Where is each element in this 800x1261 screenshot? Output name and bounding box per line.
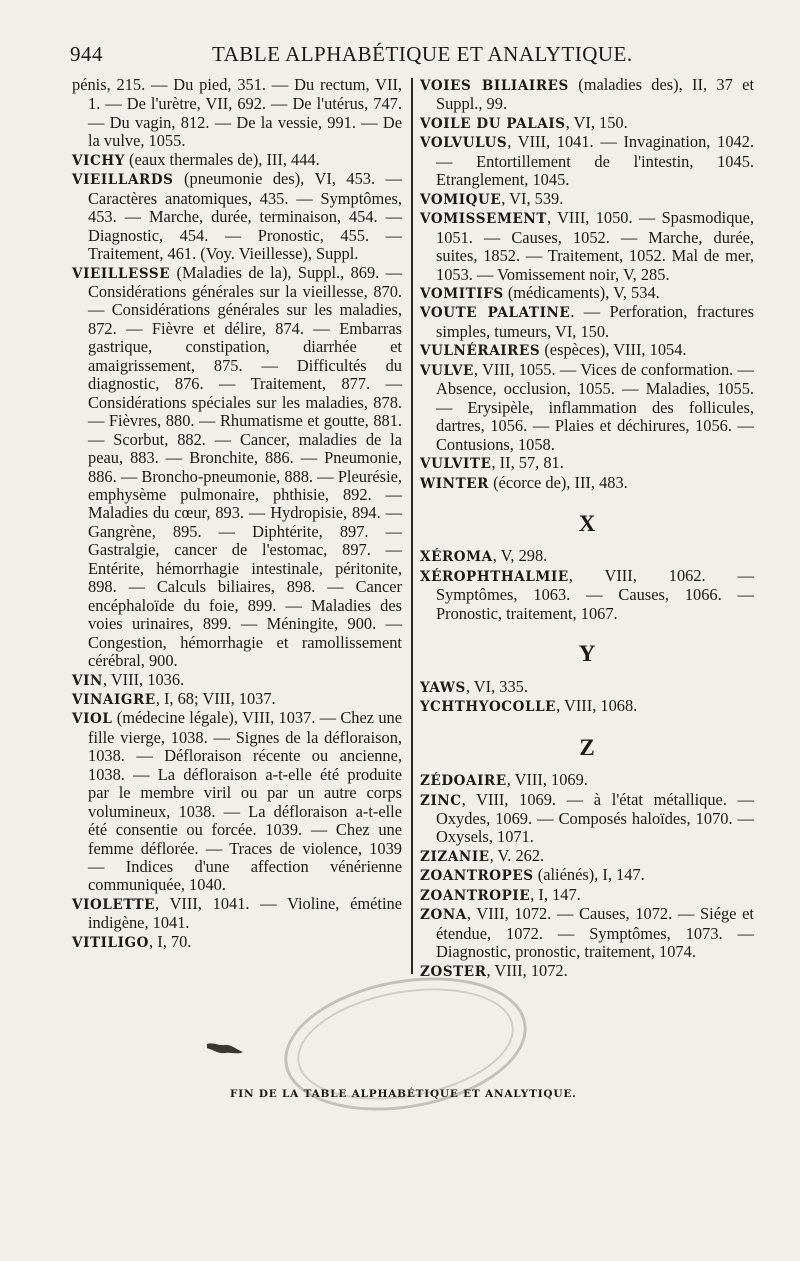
entry-headword: VOILE DU PALAIS	[420, 115, 566, 132]
index-entry	[420, 866, 754, 885]
entry-text: , VIII, 1050. — Spasmodique, 1051. — Causes, 1052. — Marche, durée, suites, 1852. — Traitement, 1052. Mal de mer, 1053. — Vomissement noir, V, 285.	[436, 208, 754, 284]
index-entry	[420, 791, 754, 847]
entry-text: (écorce de), III, 483.	[488, 472, 628, 492]
entry-headword: VIOLETTE	[72, 896, 156, 913]
index-entry	[72, 671, 402, 690]
entry-text: . — Perforation, fractures simples, tumeurs, VI, 150.	[436, 302, 754, 341]
entry-headword: XÉROMA	[420, 549, 493, 566]
column-divider	[411, 78, 413, 974]
entry-text: , VIII, 1055. — Vices de conformation. — Absence, occlusion, 1055. — Maladies, 1055. — Erysipèle, inflammation des follicules, dartres, 1056. — Plaies et déchirures, 1056. — Contusions, 1058.	[436, 359, 754, 454]
entry-headword: VOUTE PALATINE	[420, 305, 571, 322]
index-entry	[420, 114, 754, 133]
entry-text: (médecine légale), VIII, 1037. — Chez une fille vierge, 1038. — Signes de la défloraison, 1038. — Défloraison récente ou ancienne, 1038. — La défloraison a-t-elle été produite par le membre viril ou par un autre corps volumineux, 1038. — La défloraison a-t-elle été consentie ou forcée. 1039. — Chez une femme déflorée. — Traces de violence, 1039 — Indices d'une affection vénérienne communiquée, 1040.	[88, 708, 402, 895]
entry-headword: VITILIGO	[72, 934, 150, 951]
index-entry	[420, 454, 754, 473]
entry-text: , V. 262.	[489, 845, 545, 865]
running-title: TABLE ALPHABÉTIQUE ET ANALYTIQUE.	[212, 42, 633, 66]
index-entry	[72, 170, 402, 263]
entry-headword: VICHY	[72, 152, 125, 169]
page-header	[70, 42, 760, 68]
index-entry	[420, 697, 754, 716]
index-entry	[420, 771, 754, 790]
entry-headword: WINTER	[420, 475, 489, 492]
entry-headword: ZINC	[420, 792, 462, 809]
left-column	[72, 76, 402, 952]
entry-headword: ZOANTROPIE	[420, 887, 531, 904]
entry-text: (aliénés), I, 147.	[533, 865, 645, 885]
ink-blot-icon	[205, 1040, 245, 1058]
entry-text: (pneumonie des), VI, 453. — Caractères anatomiques, 435. — Symptômes, 453. — Marche, durée, terminaison, 454. — Diagnostic, 454. — Pronostic, 455. — Traitement, 461. (Voy. Vieillesse), Suppl.	[88, 169, 402, 264]
entry-text: , VI, 335.	[465, 676, 528, 696]
entry-headword: VINAIGRE	[72, 691, 156, 708]
entry-headword: VOLVULUS	[420, 135, 508, 152]
entry-headword: VOIES BILIAIRES	[420, 78, 569, 94]
entry-text: , V, 298.	[492, 546, 548, 566]
index-entry	[72, 933, 402, 952]
entry-headword: ZIZANIE	[420, 848, 490, 865]
index-entry	[420, 678, 754, 697]
entry-headword: VULNÉRAIRES	[420, 343, 541, 360]
entry-text: , VIII, 1036.	[102, 669, 185, 689]
index-entry	[72, 76, 402, 151]
entry-headword: ZOANTROPES	[420, 868, 534, 885]
entry-headword: ZOSTER	[420, 963, 487, 980]
entry-headword: VIOL	[72, 711, 113, 728]
entry-headword: YCHTHYOCOLLE	[420, 699, 557, 716]
index-entry	[420, 284, 754, 303]
entry-text: , VIII, 1041. — Invagination, 1042. — Entortillement de l'intestin, 1045. Etranglement, 1045.	[436, 132, 754, 190]
index-entry	[420, 962, 754, 981]
entry-headword: ZÉDOAIRE	[420, 773, 507, 790]
index-entry	[420, 341, 754, 360]
index-entry	[420, 303, 754, 341]
entry-text: , VIII, 1072.	[486, 960, 568, 980]
section-letter-z: Z	[579, 734, 595, 760]
entry-headword: VIN	[72, 672, 103, 689]
entry-text: , I, 68; VIII, 1037.	[155, 688, 276, 708]
entry-text: , II, 57, 81.	[491, 453, 564, 473]
index-entry	[72, 690, 402, 709]
entry-text: , VIII, 1072. — Causes, 1072. — Siége et étendue, 1072. — Symptômes, 1073. — Diagnostic, pronostic, traitement, 1074.	[436, 904, 754, 962]
entry-headword: VULVE	[420, 362, 474, 379]
right-column	[420, 76, 754, 981]
entry-text: , VIII, 1069.	[506, 770, 588, 790]
index-entry	[420, 847, 754, 866]
entry-text: (Maladies de la), Suppl., 869. — Considérations générales sur la vieillesse, 870. — Considérations générales sur les maladies, 872. — Fièvre et délire, 874. — Embarras gastrique, constipation, diarrhée et amaigrissement, 875. — Difficultés du diagnostic, 876. — Traitement, 877. — Considérations spéciales sur les maladies, 878. — Fièvres, 880. — Rhumatisme et goutte, 881. — Scorbut, 882. — Cancer, maladies de la peau, 883. — Bronchite, 886. — Pneumonie, 886. — Broncho-pneumonie, 888. — Pleurésie, emphysème pulmonaire, phthisie, 892. — Maladies du cœur, 893. — Hydropisie, 894. — Gangrène, 895. — Diphtérite, 897. — Gastralgie, cancer de l'estomac, 897. — Entérite, hémorrhagie intestinale, péritonite, 898. — Calculs biliaires, 898. — Cancer encéphaloïde du foie, 899. — Maladies des voies urinaires, 899. — Méningite, 900. — Congestion, hémorrhagie et ramollissement cérébral, 900.	[88, 262, 402, 671]
index-entry	[420, 361, 754, 454]
entry-text: pénis, 215. — Du pied, 351. — Du rectum, VII, 1. — De l'urètre, VII, 692. — De l'utérus, 747. — Du vagin, 812. — De la vessie, 991. — De la vulve, 1055.	[72, 75, 402, 151]
end-of-table-note: FIN DE LA TABLE ALPHABÉTIQUE ET ANALYTIQUE.	[230, 1088, 577, 1100]
entry-headword: VULVITE	[420, 456, 492, 473]
index-entry	[420, 886, 754, 905]
section-letter-x: X	[578, 510, 596, 536]
entry-headword: YAWS	[420, 679, 466, 696]
entry-headword: VIEILLARDS	[72, 172, 174, 189]
index-entry	[420, 567, 754, 623]
entry-text: (espèces), VIII, 1054.	[540, 340, 687, 360]
entry-text: , VIII, 1041. — Violine, émétine indigène, 1041.	[88, 893, 402, 933]
index-entry	[420, 547, 754, 566]
index-entry	[72, 264, 402, 671]
entry-text: , VI, 150.	[565, 112, 628, 132]
entry-headword: VIEILLESSE	[72, 265, 171, 282]
index-entry	[420, 209, 754, 284]
entry-text: , I, 147.	[530, 884, 581, 904]
index-entry	[420, 190, 754, 209]
index-entry	[72, 151, 402, 170]
entry-text: , I, 70.	[149, 931, 192, 951]
index-entry	[420, 905, 754, 961]
entry-headword: VOMISSEMENT	[420, 211, 547, 228]
index-entry	[420, 474, 754, 493]
entry-text: , VIII, 1068.	[556, 696, 638, 716]
entry-text: , VIII, 1069. — à l'état métallique. — Oxydes, 1069. — Composés haloïdes, 1070. — Oxysels, 1071.	[436, 789, 754, 847]
entry-headword: VOMITIFS	[420, 285, 504, 302]
entry-headword: ZONA	[420, 907, 467, 924]
entry-text: (médicaments), V, 534.	[503, 282, 660, 302]
index-entry	[72, 709, 402, 895]
page-number: 944	[70, 42, 103, 66]
entry-headword: XÉROPHTHALMIE	[420, 568, 569, 585]
library-stamp	[274, 960, 538, 1129]
entry-text: (eaux thermales de), III, 444.	[124, 149, 320, 169]
entry-headword: VOMIQUE	[420, 191, 502, 208]
entry-text: , VI, 539.	[501, 188, 564, 208]
entry-text: , VIII, 1062. — Symptômes, 1063. — Causes, 1066. — Pronostic, traitement, 1067.	[436, 565, 754, 623]
index-entry	[72, 895, 402, 933]
entry-text: (maladies des), II, 37 et Suppl., 99.	[436, 75, 754, 114]
index-entry	[420, 76, 754, 114]
index-entry	[420, 133, 754, 189]
section-letter-y: Y	[578, 641, 596, 667]
